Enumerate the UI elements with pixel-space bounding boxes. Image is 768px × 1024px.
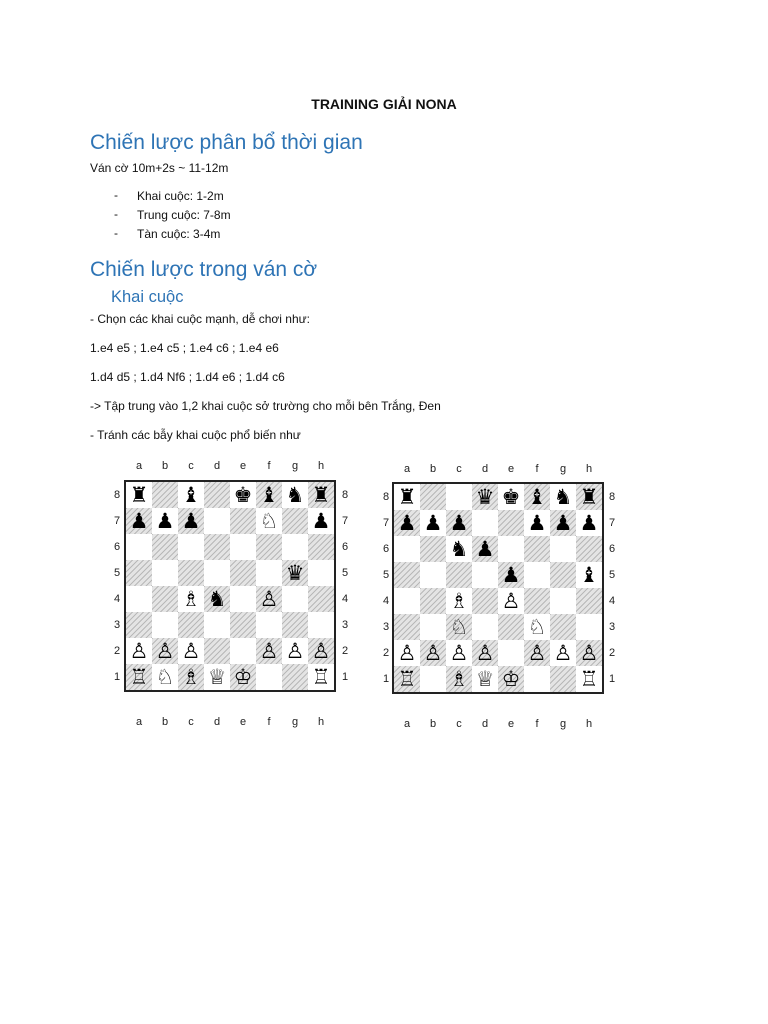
chess-board-1 [124,480,336,692]
black-pawn-icon: ♟ [423,510,443,535]
rank-label: 6 [113,541,121,553]
black-king-icon: ♚ [501,484,521,509]
file-label: f [267,716,271,728]
board-square-f5 [524,562,550,588]
board-square-h6 [308,534,334,560]
rank-label: 1 [382,673,390,685]
rank-label: 3 [608,621,616,633]
file-label: a [135,716,143,728]
section-heading-strategy: Chiến lược trong ván cờ [90,258,318,281]
board-square-g1 [282,664,308,690]
board-square-h6 [576,536,602,562]
board-square-f4 [524,588,550,614]
white-bishop-icon: ♗ [449,666,469,691]
white-pawn-icon: ♙ [259,638,279,663]
file-label: d [481,718,489,730]
rank-label: 1 [341,671,349,683]
board-square-d1 [472,666,498,692]
black-pawn-icon: ♟ [155,508,175,533]
board-square-e2 [498,640,524,666]
board-square-c4 [446,588,472,614]
file-label: b [161,460,169,472]
white-knight-icon: ♘ [259,508,279,533]
board-square-b6 [152,534,178,560]
board-square-c1 [446,666,472,692]
white-pawn-icon: ♙ [129,638,149,663]
board-square-d3 [472,614,498,640]
rank-label: 5 [608,569,616,581]
file-label: f [267,460,271,472]
file-label: h [585,463,593,475]
file-label: c [188,460,194,472]
file-label: d [213,460,221,472]
board-square-g7 [282,508,308,534]
rank-label: 5 [341,567,349,579]
list-item-dash: - [114,207,118,221]
board-square-c8 [446,484,472,510]
black-bishop-icon: ♝ [181,482,201,507]
board-square-e1 [230,664,256,690]
board-square-d6 [472,536,498,562]
chess-board-2 [392,482,604,694]
black-rook-icon: ♜ [397,484,417,509]
file-label: h [317,460,325,472]
board-square-d8 [472,484,498,510]
board-square-c2 [178,638,204,664]
board-square-h5 [308,560,334,586]
black-pawn-icon: ♟ [579,510,599,535]
black-bishop-icon: ♝ [579,562,599,587]
board-square-b7 [420,510,446,536]
board-square-a2 [126,638,152,664]
file-label: f [535,463,539,475]
board-square-c7 [446,510,472,536]
rank-label: 3 [382,621,390,633]
rank-label: 8 [341,489,349,501]
board-square-g8 [550,484,576,510]
board-square-f3 [256,612,282,638]
rank-label: 8 [382,491,390,503]
list-item: Khai cuộc: 1-2m [137,189,224,203]
rank-labels-left [111,482,123,690]
file-label: c [456,718,462,730]
rank-label: 5 [382,569,390,581]
file-labels-top [126,460,334,472]
board-square-d6 [204,534,230,560]
rank-labels-right [339,482,351,690]
board-square-h8 [576,484,602,510]
board-square-a1 [126,664,152,690]
rank-label: 6 [341,541,349,553]
white-rook-icon: ♖ [129,664,149,689]
file-label: b [429,718,437,730]
board-square-e8 [230,482,256,508]
board-square-c8 [178,482,204,508]
white-knight-icon: ♘ [449,614,469,639]
board-square-a6 [394,536,420,562]
black-queen-icon: ♛ [475,484,495,509]
black-pawn-icon: ♟ [553,510,573,535]
white-rook-icon: ♖ [579,666,599,691]
file-label: a [403,463,411,475]
rank-label: 4 [608,595,616,607]
board-square-h1 [576,666,602,692]
list-item-dash: - [114,226,118,240]
board-square-b1 [420,666,446,692]
rank-label: 2 [113,645,121,657]
white-king-icon: ♔ [501,666,521,691]
black-bishop-icon: ♝ [259,482,279,507]
board-square-e3 [498,614,524,640]
rank-label: 2 [382,647,390,659]
board-square-g4 [282,586,308,612]
board-square-f7 [256,508,282,534]
list-item-dash: - [114,188,118,202]
file-label: d [213,716,221,728]
file-label: g [559,463,567,475]
board-square-e3 [230,612,256,638]
board-square-e5 [498,562,524,588]
file-label: c [188,716,194,728]
board-square-e1 [498,666,524,692]
board-square-f8 [256,482,282,508]
board-square-f1 [524,666,550,692]
board-square-d5 [204,560,230,586]
board-square-e2 [230,638,256,664]
black-queen-icon: ♛ [285,560,305,585]
board-square-d4 [472,588,498,614]
black-knight-icon: ♞ [207,586,227,611]
board-square-g2 [282,638,308,664]
black-pawn-icon: ♟ [527,510,547,535]
black-pawn-icon: ♟ [397,510,417,535]
board-square-d2 [204,638,230,664]
section-heading-time: Chiến lược phân bổ thời gian [90,131,363,154]
board-square-a6 [126,534,152,560]
file-label: h [317,716,325,728]
black-pawn-icon: ♟ [181,508,201,533]
file-label: b [161,716,169,728]
white-bishop-icon: ♗ [449,588,469,613]
board-square-b5 [152,560,178,586]
file-labels-top [394,463,602,475]
board-square-d1 [204,664,230,690]
document-title: TRAINING GIẢI NONA [311,96,457,112]
board-square-d2 [472,640,498,666]
rank-label: 6 [382,543,390,555]
board-square-e7 [230,508,256,534]
rank-label: 2 [608,647,616,659]
black-pawn-icon: ♟ [449,510,469,535]
board-square-b8 [420,484,446,510]
white-bishop-icon: ♗ [181,664,201,689]
board-square-g1 [550,666,576,692]
board-square-c5 [446,562,472,588]
board-square-f5 [256,560,282,586]
file-label: e [239,716,247,728]
board-square-b2 [152,638,178,664]
board-square-h3 [308,612,334,638]
paragraph-traps: - Tránh các bẫy khai cuộc phổ biến như [90,428,301,442]
paragraph-focus: -> Tập trung vào 1,2 khai cuộc sở trường cho mỗi bên Trắng, Đen [90,399,441,413]
file-label: e [507,463,515,475]
list-item: Tàn cuộc: 3-4m [137,227,221,241]
board-square-c4 [178,586,204,612]
board-square-f4 [256,586,282,612]
black-rook-icon: ♜ [311,482,331,507]
paragraph-openings: - Chọn các khai cuộc mạnh, dễ chơi như: [90,312,311,326]
black-king-icon: ♚ [233,482,253,507]
board-square-c3 [178,612,204,638]
file-label: g [559,718,567,730]
black-pawn-icon: ♟ [501,562,521,587]
board-square-e7 [498,510,524,536]
black-knight-icon: ♞ [449,536,469,561]
white-pawn-icon: ♙ [311,638,331,663]
board-square-b5 [420,562,446,588]
board-square-e6 [230,534,256,560]
board-square-h7 [308,508,334,534]
board-square-g8 [282,482,308,508]
rank-label: 8 [608,491,616,503]
white-pawn-icon: ♙ [397,640,417,665]
rank-label: 7 [113,515,121,527]
board-square-b2 [420,640,446,666]
rank-label: 5 [113,567,121,579]
board-square-b8 [152,482,178,508]
rank-label: 2 [341,645,349,657]
rank-label: 7 [341,515,349,527]
board-square-a4 [394,588,420,614]
board-square-h4 [576,588,602,614]
board-square-f8 [524,484,550,510]
white-king-icon: ♔ [233,664,253,689]
board-square-g5 [550,562,576,588]
white-pawn-icon: ♙ [423,640,443,665]
board-square-d5 [472,562,498,588]
board-square-h4 [308,586,334,612]
file-label: c [456,463,462,475]
rank-labels-left [380,484,392,692]
game-format-text: Ván cờ 10m+2s ~ 11-12m [90,161,229,175]
black-rook-icon: ♜ [579,484,599,509]
white-pawn-icon: ♙ [449,640,469,665]
board-square-f6 [256,534,282,560]
file-label: a [403,718,411,730]
rank-label: 6 [608,543,616,555]
board-square-a7 [126,508,152,534]
board-square-f2 [524,640,550,666]
file-label: d [481,463,489,475]
rank-label: 1 [608,673,616,685]
board-square-b4 [420,588,446,614]
black-pawn-icon: ♟ [311,508,331,533]
board-square-c6 [446,536,472,562]
board-square-d4 [204,586,230,612]
paragraph-d4-lines: 1.d4 d5 ; 1.d4 Nf6 ; 1.d4 e6 ; 1.d4 c6 [90,370,285,384]
board-square-a4 [126,586,152,612]
board-square-f7 [524,510,550,536]
white-pawn-icon: ♙ [155,638,175,663]
board-square-h7 [576,510,602,536]
rank-label: 7 [382,517,390,529]
file-label: e [507,718,515,730]
board-square-b4 [152,586,178,612]
white-pawn-icon: ♙ [553,640,573,665]
board-square-g4 [550,588,576,614]
black-rook-icon: ♜ [129,482,149,507]
rank-label: 8 [113,489,121,501]
board-square-d7 [472,510,498,536]
board-square-h1 [308,664,334,690]
subheading-opening: Khai cuộc [111,288,184,306]
board-square-g7 [550,510,576,536]
rank-labels-right [606,484,618,692]
board-square-a3 [394,614,420,640]
board-square-a8 [394,484,420,510]
white-queen-icon: ♕ [207,664,227,689]
board-square-f2 [256,638,282,664]
file-label: h [585,718,593,730]
board-square-c2 [446,640,472,666]
board-square-a5 [394,562,420,588]
list-item: Trung cuộc: 7-8m [137,208,231,222]
rank-label: 3 [113,619,121,631]
rank-label: 7 [608,517,616,529]
file-label: g [291,460,299,472]
paragraph-e4-lines: 1.e4 e5 ; 1.e4 c5 ; 1.e4 c6 ; 1.e4 e6 [90,341,279,355]
file-label: g [291,716,299,728]
board-square-h2 [308,638,334,664]
board-square-h2 [576,640,602,666]
board-square-c6 [178,534,204,560]
board-square-a7 [394,510,420,536]
board-square-b1 [152,664,178,690]
board-square-g3 [282,612,308,638]
black-pawn-icon: ♟ [475,536,495,561]
file-label: a [135,460,143,472]
white-pawn-icon: ♙ [285,638,305,663]
white-pawn-icon: ♙ [181,638,201,663]
black-knight-icon: ♞ [285,482,305,507]
file-labels-bottom [394,718,602,730]
board-square-a5 [126,560,152,586]
board-square-h8 [308,482,334,508]
white-bishop-icon: ♗ [181,586,201,611]
black-bishop-icon: ♝ [527,484,547,509]
black-pawn-icon: ♟ [129,508,149,533]
white-pawn-icon: ♙ [475,640,495,665]
board-square-c5 [178,560,204,586]
black-knight-icon: ♞ [553,484,573,509]
board-square-g6 [282,534,308,560]
white-queen-icon: ♕ [475,666,495,691]
board-square-c7 [178,508,204,534]
board-square-g5 [282,560,308,586]
board-square-b3 [152,612,178,638]
board-square-a3 [126,612,152,638]
board-square-c3 [446,614,472,640]
rank-label: 4 [382,595,390,607]
rank-label: 1 [113,671,121,683]
white-pawn-icon: ♙ [527,640,547,665]
board-square-e8 [498,484,524,510]
board-square-g6 [550,536,576,562]
white-rook-icon: ♖ [311,664,331,689]
rank-label: 4 [341,593,349,605]
board-square-b3 [420,614,446,640]
board-square-f6 [524,536,550,562]
rank-label: 4 [113,593,121,605]
board-square-a2 [394,640,420,666]
board-square-e6 [498,536,524,562]
white-pawn-icon: ♙ [501,588,521,613]
white-knight-icon: ♘ [155,664,175,689]
file-label: f [535,718,539,730]
board-square-d3 [204,612,230,638]
board-square-b6 [420,536,446,562]
white-knight-icon: ♘ [527,614,547,639]
file-label: b [429,463,437,475]
board-square-g2 [550,640,576,666]
white-rook-icon: ♖ [397,666,417,691]
board-square-b7 [152,508,178,534]
board-square-h5 [576,562,602,588]
file-label: e [239,460,247,472]
board-square-e4 [498,588,524,614]
board-square-e4 [230,586,256,612]
file-labels-bottom [126,716,334,728]
board-square-a8 [126,482,152,508]
board-square-d8 [204,482,230,508]
rank-label: 3 [341,619,349,631]
board-square-f3 [524,614,550,640]
board-square-d7 [204,508,230,534]
board-square-h3 [576,614,602,640]
board-square-g3 [550,614,576,640]
white-pawn-icon: ♙ [579,640,599,665]
board-square-a1 [394,666,420,692]
board-square-e5 [230,560,256,586]
board-square-f1 [256,664,282,690]
white-pawn-icon: ♙ [259,586,279,611]
board-square-c1 [178,664,204,690]
